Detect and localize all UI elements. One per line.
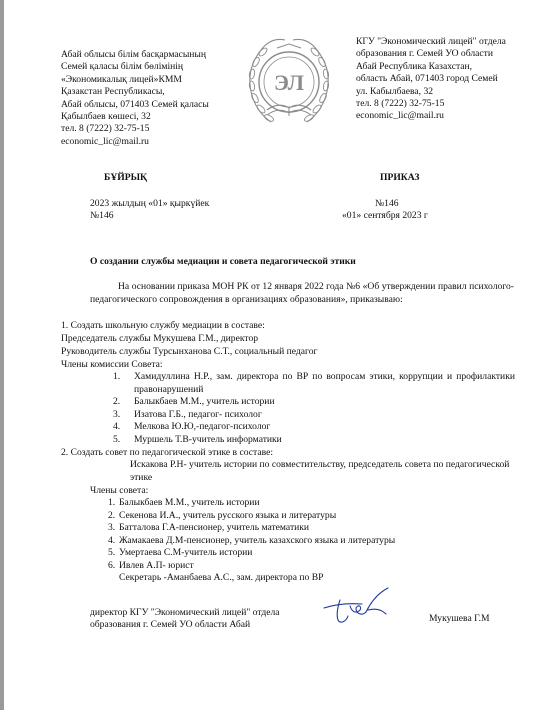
member-number: 2.	[108, 509, 116, 521]
header-right-line: образования г. Семей УО области	[356, 48, 494, 60]
order-title-kz: БҰЙРЫҚ	[104, 172, 147, 183]
header-right-line: ул. Кабылбаева, 32	[356, 85, 434, 97]
header-left-line: «Экономикалық лицей»КММ	[61, 73, 182, 85]
member-text: Балыкбаев М.М., учитель истории	[134, 396, 275, 407]
header-right-line: Абай Республика Казахстан,	[356, 60, 473, 72]
header-left-line: Семей қаласы білім бөлімінің	[61, 61, 184, 73]
member-text: Умертаева С.М-учитель истории	[119, 547, 253, 558]
member-list-item	[108, 522, 515, 535]
intro-paragraph: На основании приказа МОН РК от 12 января 2022 года №6 «Об утверждении правил психолого-педагогического сопровождения в организациях образования», приказываю:	[90, 281, 514, 305]
left-scan-edge	[0, 0, 4, 710]
item1-chair: Председатель службы Мукушева Г.М., директор	[61, 333, 259, 344]
signature-position-line1: директор КГУ "Экономический лицей" отдела	[90, 607, 280, 618]
member-list-item	[113, 409, 515, 422]
member-text: Хамидуллина Н.Р., зам. директора по ВР по вопросам этики, коррупции и профилактики правонарушений	[134, 371, 515, 395]
header-right-line: economic_lic@mail.ru	[356, 110, 444, 122]
member-number: 3.	[113, 408, 121, 420]
header-left-line: Абай облысы білім басқармасының	[61, 49, 207, 60]
member-list-item	[108, 547, 515, 560]
member-list-item	[113, 434, 515, 447]
header-right-line: КГУ "Экономический лицей" отдела	[356, 36, 506, 47]
order-subject: О создании службы медиации и совета педагогической этики	[90, 256, 356, 267]
header-left-line: Қабылбаев көшесі, 32	[61, 111, 151, 123]
member-number: 4.	[108, 534, 116, 546]
member-number: 4.	[113, 421, 121, 432]
signature-name: Мукушева Г.М	[429, 613, 490, 624]
member-list-item	[108, 535, 515, 548]
item2-chair: Искакова Р.Н- учитель истории по совместительству, председатель совета по педагогической этике	[130, 459, 510, 483]
member-number: 1.	[108, 497, 116, 508]
item2-members-label: Члены совета:	[90, 485, 149, 496]
member-number: 5.	[108, 547, 116, 558]
header-left-block	[61, 49, 209, 148]
item1-head: Руководитель службы Турсынханова С.Т., социальный педагог	[61, 346, 318, 357]
member-text: Изатова Г.Б., педагог- психолог	[134, 408, 262, 420]
header-right-line: область Абай, 071403 город Семей	[356, 73, 498, 85]
header-right-block	[356, 36, 506, 123]
member-list-item	[113, 421, 515, 434]
member-text: Жамакаева Д.М-пенсионер, учитель казахского языка и литературы	[119, 534, 396, 546]
member-list-item	[113, 371, 515, 396]
header-left-line: Қазакстан Республикасы,	[61, 86, 165, 98]
member-number: 3.	[108, 522, 116, 533]
item2-heading: 2. Создать совет по педагогической этике в составе:	[61, 447, 273, 458]
member-list-item	[108, 497, 515, 510]
member-number: 6.	[108, 559, 116, 571]
header-left-line: тел. 8 (7222) 32-75-15	[61, 123, 150, 135]
order-date-ru: «01» сентября 2023 г	[342, 210, 428, 221]
member-text: Ивлев А.П- юрист	[119, 559, 194, 571]
member-number: 5.	[113, 433, 121, 445]
order-number-kz: №146	[90, 210, 114, 221]
order-date-kz: 2023 жылдың «01» қыркүйек	[90, 198, 210, 209]
member-text: Муршель Т.В-учитель информатики	[134, 433, 282, 445]
member-number: 2.	[113, 396, 121, 407]
member-text: Секенова И.А., учитель русского языка и литературы	[119, 509, 337, 521]
member-list-item	[108, 510, 515, 523]
item2-secretary: Секретарь -Аманбаева А.С., зам. директора по ВР	[119, 572, 324, 583]
member-text: Балыкбаев М.М., учитель истории	[119, 497, 260, 508]
order-number-ru: №146	[375, 198, 399, 209]
item1-members-label: Члены комиссии Совета:	[61, 359, 163, 370]
item2-members-list	[108, 497, 515, 572]
handwritten-signature	[322, 586, 402, 626]
header-left-line: Абай облысы, 071403 Семей қаласы	[61, 98, 209, 110]
item1-heading: 1. Создать школьную службу медиации в составе:	[61, 320, 265, 331]
lyceum-emblem	[241, 24, 337, 144]
emblem-letters: ЭЛ	[274, 70, 304, 95]
order-title-ru: ПРИКАЗ	[380, 172, 420, 183]
member-list-item	[113, 396, 515, 409]
member-list-item	[108, 560, 515, 573]
header-left-line: economic_lic@mail.ru	[61, 135, 149, 147]
signature-position-line2: образования г. Семей УО области Абай	[90, 619, 251, 630]
item1-members-list	[113, 371, 515, 446]
member-number: 1.	[113, 371, 121, 382]
header-right-line: тел. 8 (7222) 32-75-15	[356, 98, 445, 110]
member-text: Батталова Г.А-пенсионер, учитель математики	[119, 522, 310, 533]
member-text: Мелкова Ю.Ю,-педагог-психолог	[134, 421, 271, 432]
